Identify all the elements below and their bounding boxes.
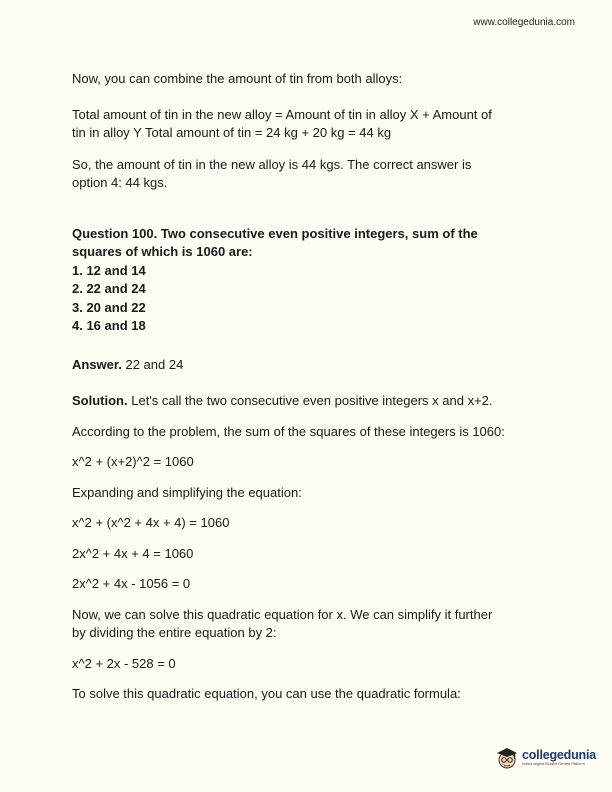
- equation-3: 2x^2 + 4x + 4 = 1060: [72, 545, 194, 561]
- equation-1: x^2 + (x+2)^2 = 1060: [72, 454, 194, 469]
- option-3: 3. 20 and 22: [72, 299, 146, 315]
- question-title-line1: Question 100. Two consecutive even positive integers, sum of the: [72, 225, 478, 241]
- solution-intro: [72, 392, 542, 411]
- solution-step-3-line2: by dividing the entire equation by 2:: [72, 625, 277, 640]
- question-title-line2: squares of which is 1060 are:: [72, 244, 253, 259]
- solution-step-4: To solve this quadratic equation, you can use the quadratic formula:: [72, 686, 461, 701]
- paragraph-combine: Now, you can combine the amount of tin from both alloys:: [72, 71, 403, 86]
- logo-name: collegedunia: [521, 748, 596, 763]
- equation-5: x^2 + 2x - 528 = 0: [72, 655, 176, 671]
- equation-4: 2x^2 + 4x - 1056 = 0: [72, 576, 191, 591]
- solution-step-2: Expanding and simplifying the equation:: [72, 484, 302, 500]
- solution-step-1: According to the problem, the sum of the squares of these integers is 1060:: [72, 423, 505, 439]
- solution-label: Solution.: [72, 393, 128, 408]
- paragraph-conclusion-line1: So, the amount of tin in the new alloy is 44 kgs. The correct answer is: [72, 156, 472, 172]
- collegedunia-logo: [495, 746, 596, 770]
- page-url: www.collegedunia.com: [473, 17, 575, 28]
- paragraph-conclusion-line2: option 4: 44 kgs.: [72, 175, 168, 190]
- paragraph-total-tin-line1: Total amount of tin in the new alloy = Amount of tin in alloy X + Amount of: [72, 106, 492, 122]
- option-4: 4. 16 and 18: [72, 318, 146, 333]
- solution-intro-text: Let's call the two consecutive even positive integers x and x+2.: [131, 393, 493, 408]
- option-2: 2. 22 and 24: [72, 281, 146, 296]
- question-block: [72, 225, 542, 336]
- page-content: [72, 70, 542, 704]
- answer-value: 22 and 24: [125, 356, 184, 372]
- answer-line: [72, 356, 542, 375]
- paragraph-total-tin-line2: tin in alloy Y Total amount of tin = 24 kg + 20 kg = 44 kg: [72, 125, 392, 140]
- solution-step-3-line1: Now, we can solve this quadratic equation for x. We can simplify it further: [72, 606, 493, 622]
- graduate-icon: [495, 746, 519, 770]
- equation-2: x^2 + (x^2 + 4x + 4) = 1060: [72, 515, 230, 530]
- logo-tagline: India's largest Student Review Platform: [521, 761, 585, 766]
- answer-label: Answer.: [72, 356, 122, 372]
- option-1: 1. 12 and 14: [72, 262, 146, 278]
